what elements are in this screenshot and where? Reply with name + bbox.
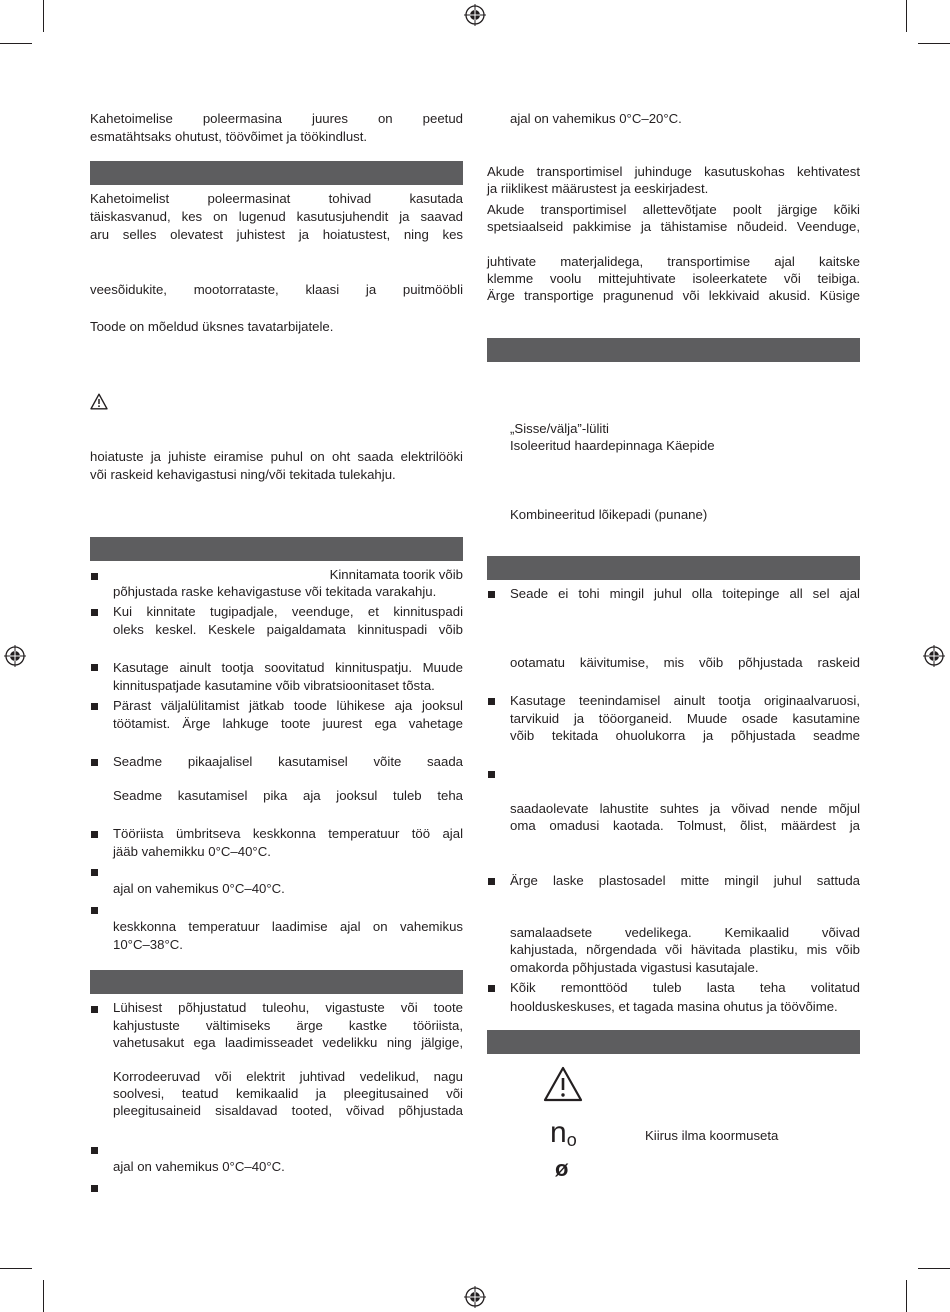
list-item-text: omakorda põhjustada vigastusi kasutajale.	[510, 960, 759, 975]
consumer-note: Toode on mõeldud üksnes tavatarbijatele.	[90, 319, 334, 334]
transport-line: spetsiaalseid pakkimise ja tähistamise nõudeid. Veenduge,	[487, 219, 860, 234]
bullet-icon	[488, 771, 495, 778]
list-item-text: keskkonna temperatuur laadimise ajal on vahemikus	[113, 919, 463, 934]
crop-mark	[918, 43, 950, 44]
bullet-icon	[91, 907, 98, 914]
list-item-text: ajal on vahemikus 0°C–40°C.	[113, 1159, 285, 1174]
list-item-text: töötamist. Ärge lahkuge toote juurest ega vahetage	[113, 716, 463, 731]
section-header-bar	[90, 537, 463, 561]
part-label: Kombineeritud lõikepadi (punane)	[510, 507, 708, 522]
list-item-text: oleks keskel. Keskele paigaldamata kinnituspadi võib	[113, 622, 463, 637]
bullet-icon	[91, 573, 98, 580]
list-item-text: ootamatu käivitumise, mis võib põhjustada raskeid	[510, 655, 860, 670]
list-item-text: Kui kinnitate tugipadjale, veenduge, et kinnituspadi	[113, 604, 463, 619]
list-item-text: saadaolevate lahustite suhtes ja võivad nende mõjul	[510, 801, 860, 816]
transport-line: ja riiklikest määrustest ja eeskirjadest.	[487, 181, 709, 196]
list-item-text: kahjustuste vältimiseks ärge kastke tööriista,	[113, 1018, 463, 1033]
list-item-text: hoolduskeskuses, et tagada masina ohutus ja töövõime.	[510, 999, 838, 1014]
list-item-text: tarvikuid ja tööorganeid. Muude osade kasutamine	[510, 711, 860, 726]
bullet-icon	[91, 703, 98, 710]
list-item-text: Tööriista ümbritseva keskkonna temperatuur töö ajal	[113, 826, 463, 841]
section-header-bar	[487, 338, 860, 362]
list-item-text: võib tekitada ohuolukorra ja põhjustada seadme	[510, 728, 860, 743]
list-item-text: soolvesi, teatud kemikaalid ja pleegitusained või	[113, 1086, 463, 1101]
list-item-text: Seade ei tohi mingil juhul olla toitepinge all sel ajal	[510, 586, 860, 601]
warning-triangle-icon	[90, 393, 108, 410]
bullet-icon	[488, 591, 495, 598]
bullet-icon	[91, 664, 98, 671]
list-item-text: Pärast väljalülitamist jätkab toode lühikese aja jooksul	[113, 698, 463, 713]
no-load-speed-symbol	[550, 1118, 577, 1155]
list-item-text: jääb vahemikku 0°C–40°C.	[113, 844, 271, 859]
crop-mark	[918, 1268, 950, 1269]
usage-line: täiskasvanud, kes on lugenud kasutusjuhendit ja saavad	[90, 209, 463, 224]
list-item-text: Ärge laske plastosadel mitte mingil juhul sattuda	[510, 873, 860, 888]
crop-mark	[43, 1280, 44, 1312]
list-item-text: Seadme pikaajalisel kasutamisel võite saada	[113, 754, 463, 769]
transport-line: Akude transportimisel allettevõtjate poolt järgige kõiki	[487, 202, 860, 217]
hazard-line: hoiatuste ja juhiste eiramise puhul on oht saada elektrilööki	[90, 449, 463, 464]
transport-line: juhtivate materjalidega, transportimise ajal kaitske	[487, 254, 860, 269]
section-header-bar	[90, 161, 463, 185]
usage-line: aru selles olevatest juhistest ja hoiatustest, ning kes	[90, 227, 463, 242]
bullet-icon	[91, 1147, 98, 1154]
list-item-text: Kasutage teenindamisel ainult tootja originaalvaruosi,	[510, 693, 860, 708]
bullet-icon	[91, 1006, 98, 1013]
list-item-text: kahjustada, nõrgendada või hävitada plastiku, mis võib	[510, 942, 860, 957]
no-load-speed-symbol-letter: n	[550, 1116, 567, 1149]
part-label: „Sisse/välja”-lüliti	[510, 421, 609, 436]
transport-line: klemme voolu mittejuhtivate isoleerkatete või teibiga.	[487, 271, 860, 286]
part-label: Isoleeritud haardepinnaga Käepide	[510, 438, 715, 453]
crop-mark	[0, 43, 32, 44]
registration-mark-icon	[464, 4, 486, 26]
list-item-text: oma omadusi kaotada. Tolmust, õlist, määrdest ja	[510, 818, 860, 833]
list-item-text: kinnituspatjade kasutamine võib vibratsioonitaset tõsta.	[113, 678, 435, 693]
bullet-icon	[488, 698, 495, 705]
transport-line: Ärge transportige pragunenud või lekkivaid akusid. Küsige	[487, 288, 860, 303]
transport-line: Akude transportimisel juhinduge kasutuskohas kehtivatest	[487, 164, 860, 179]
bullet-icon	[91, 869, 98, 876]
registration-mark-icon	[464, 1286, 486, 1308]
bullet-icon	[488, 878, 495, 885]
section-header-bar	[90, 970, 463, 994]
usage-line: Kahetoimelist poleermasinat tohivad kasutada	[90, 191, 463, 206]
hazard-line: või raskeid kehavigastusi ning/või tekitada tulekahju.	[90, 467, 396, 482]
bullet-icon	[91, 759, 98, 766]
list-item-text: Kõik remonttööd tuleb lasta teha volitatud	[510, 980, 860, 995]
list-item-text: Lühisest põhjustatud tuleohu, vigastuste või toote	[113, 1000, 463, 1015]
crop-mark	[0, 1268, 32, 1269]
list-item-text: pleegitusaineid sisaldavad tooted, võivad põhjustada	[113, 1103, 463, 1118]
section-header-bar	[487, 1030, 860, 1054]
temperature-note: ajal on vahemikus 0°C–20°C.	[510, 111, 682, 126]
list-item-text: Korrodeeruvad või elektrit juhtivad vedelikud, nagu	[113, 1069, 463, 1084]
crop-mark	[43, 0, 44, 32]
list-item-text: ajal on vahemikus 0°C–40°C.	[113, 881, 285, 896]
bullet-icon	[91, 1185, 98, 1192]
list-item-text: 10°C–38°C.	[113, 937, 183, 952]
bullet-icon	[91, 831, 98, 838]
crop-mark	[906, 0, 907, 32]
bullet-icon	[488, 985, 495, 992]
section-header-bar	[487, 556, 860, 580]
list-item-text: samalaadsete vedelikega. Kemikaalid võivad	[510, 925, 860, 940]
registration-mark-icon	[923, 645, 945, 667]
list-item-text: põhjustada raske kehavigastuse või tekitada varakahju.	[113, 584, 437, 599]
intro-line: Kahetoimelise poleermasina juures on peetud	[90, 111, 463, 126]
registration-mark-icon	[4, 645, 26, 667]
list-item-text: Kinnitamata toorik võib	[329, 567, 463, 582]
list-item-text: Seadme kasutamisel pika aja jooksul tuleb teha	[113, 788, 463, 803]
diameter-symbol: ø	[555, 1156, 569, 1181]
crop-mark	[906, 1280, 907, 1312]
list-item-text: Kasutage ainult tootja soovitatud kinnituspatju. Muude	[113, 660, 463, 675]
intro-line: esmatähtsaks ohutust, töövõimet ja töökindlust.	[90, 129, 368, 144]
bullet-icon	[91, 609, 98, 616]
list-item-text: vahetusakut ega laadimisseadet vedelikku ning jälgige,	[113, 1035, 463, 1050]
no-load-speed-symbol-subscript: o	[566, 1130, 577, 1150]
warning-triangle-icon	[543, 1066, 583, 1102]
symbol-description: Kiirus ilma koormuseta	[645, 1128, 779, 1143]
vehicles-line: veesõidukite, mootorrataste, klaasi ja puitmööbli	[90, 282, 463, 297]
